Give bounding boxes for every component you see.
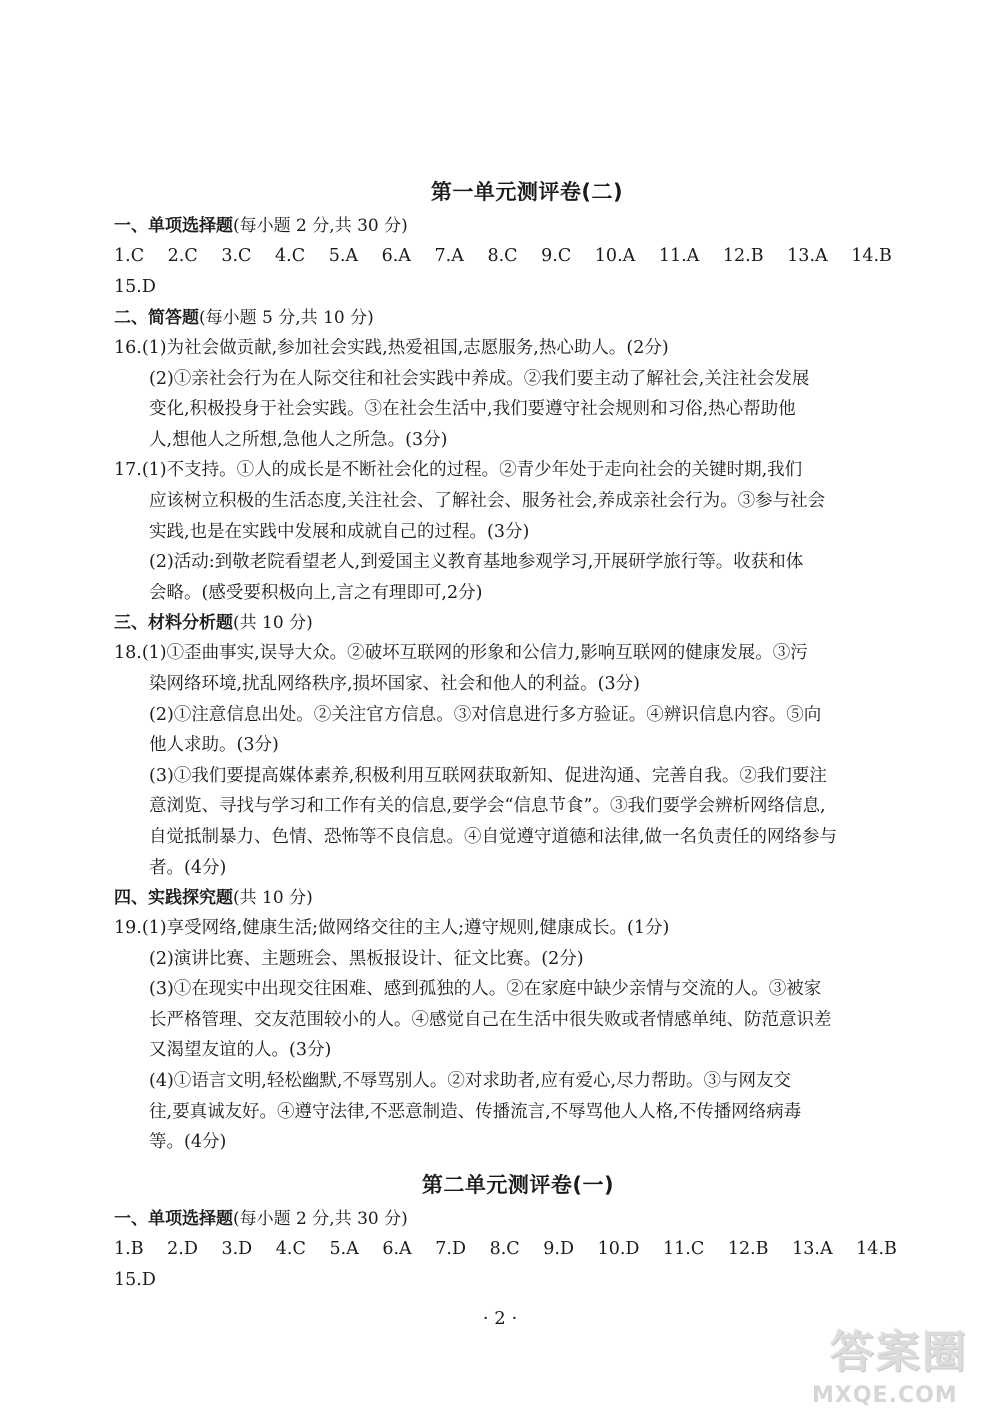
section-note: (每小题 5 分,共 10 分) [199, 308, 374, 328]
section-name: 二、简答题 [114, 308, 199, 328]
answer-line: 者。(4分) [149, 857, 227, 878]
answer-line: 实践,也是在实践中发展和成就自己的过程。(3分) [149, 521, 530, 542]
unit2-choice-answers-row1 [114, 1234, 904, 1265]
q19-part1: 19.(1)享受网络,健康生活;做网络交往的主人;遵守规则,健康成长。(1分) [114, 918, 670, 939]
answer-line: (2)活动:到敬老院看望老人,到爱国主义教育基地参观学习,开展研学旅行等。收获和体 [149, 552, 804, 573]
q16-part1: 16.(1)为社会做贡献,参加社会实践,热爱祖国,志愿服务,热心助人。(2分) [114, 338, 669, 358]
unit1-choice-answers-row1 [114, 241, 904, 272]
q19-part4 [114, 1066, 904, 1158]
answer-line: 自觉抵制暴力、色情、恐怖等不良信息。④自觉遵守道德和法律,做一名负责任的网络参与 [149, 826, 838, 847]
answer-item: 8.C [487, 246, 518, 266]
answer-item: 6.A [381, 246, 411, 266]
answer-line: 应该树立积极的生活态度,关注社会、了解社会、服务社会,养成亲社会行为。③参与社会 [149, 490, 826, 511]
answer-item: 4.C [275, 1238, 306, 1259]
section-note: (共 10 分) [233, 888, 313, 909]
answer-line: 等。(4分) [149, 1132, 227, 1153]
answer-item: 9.D [543, 1238, 574, 1259]
watermark-word: 答案圈 [830, 1327, 968, 1378]
answer-item: 2.C [167, 246, 198, 266]
answer-item: 11.C [663, 1238, 705, 1259]
section-note: (每小题 2 分,共 30 分) [233, 1208, 408, 1229]
answer-line: 18.(1)①歪曲事实,误导大众。②破坏互联网的形象和公信力,影响互联网的健康发展。③污 [114, 643, 808, 664]
answer-item: 3.C [221, 246, 252, 266]
answer-line: 意浏览、寻找与学习和工作有关的信息,要学会“信息节食”。③我们要学会辨析网络信息, [149, 796, 826, 817]
section-name: 四、实践探究题 [114, 888, 233, 909]
unit1-section1-heading [114, 211, 904, 241]
answer-item: 6.A [382, 1238, 412, 1259]
answer-item: 1.B [114, 1238, 144, 1259]
q19-part2: (2)演讲比赛、主题班会、黑板报设计、征文比赛。(2分) [149, 948, 584, 969]
answer-item: 5.A [329, 1238, 359, 1259]
answer-item: 12.B [727, 1238, 769, 1259]
watermark-url: MXQE.COM [812, 1383, 958, 1408]
answer-line: 又渴望友谊的人。(3分) [149, 1040, 332, 1061]
answer-item: 9.C [541, 246, 572, 266]
unit2-choice-answers-row2 [114, 1265, 904, 1296]
section-note: (每小题 2 分,共 30 分) [233, 216, 408, 236]
answer-item: 14.B [856, 1238, 897, 1259]
answer-line: 会略。(感受要积极向上,言之有理即可,2分) [149, 582, 483, 603]
section-name: 一、单项选择题 [114, 1208, 233, 1229]
unit1-choice-answers-row2 [114, 272, 904, 303]
answer-line: (4)①语言文明,轻松幽默,不辱骂别人。②对求助者,应有爱心,尽力帮助。③与网友交 [149, 1071, 792, 1092]
answer-line: 人,想他人之所想,急他人之所急。(3分) [149, 429, 448, 450]
answer-line: 17.(1)不支持。①人的成长是不断社会化的过程。②青少年处于走向社会的关键时期,我们 [114, 460, 803, 481]
section-note: (共 10 分) [233, 613, 313, 634]
answer-line: (3)①在现实中出现交往困难、感到孤独的人。②在家庭中缺少亲情与交流的人。③被家 [149, 979, 822, 1000]
answer-line: (2)①注意信息出处。②关注官方信息。③对信息进行多方验证。④辨识信息内容。⑤向 [149, 704, 822, 725]
q18-part1 [114, 638, 904, 699]
answer-line: 往,要真诚友好。④遵守法律,不恶意制造、传播流言,不辱骂他人人格,不传播网络病毒 [149, 1101, 802, 1122]
answer-line: 他人求助。(3分) [149, 735, 279, 756]
answer-item: 7.D [435, 1238, 467, 1259]
unit2-title: 第二单元测评卷(一) [421, 1172, 615, 1197]
answer-item: 11.A [658, 246, 700, 266]
q16-part2 [114, 364, 904, 456]
answer-item: 2.D [167, 1238, 198, 1259]
answer-line: 变化,积极投身于社会实践。③在社会生活中,我们要遵守社会规则和习俗,热心帮助他 [149, 399, 796, 420]
unit1-title: 第一单元测评卷(二) [430, 180, 624, 204]
q17-part1 [114, 455, 904, 547]
answer-item: 12.B [722, 246, 764, 266]
section-name: 三、材料分析题 [114, 613, 233, 634]
q17-part2 [114, 547, 904, 608]
q19-part3 [114, 974, 904, 1066]
answer-item: 14.B [851, 246, 892, 266]
answer-item: 15.D [114, 1269, 156, 1290]
answer-item: 10.A [594, 246, 636, 266]
answer-item: 4.C [275, 246, 306, 266]
unit2-section1-heading [114, 1204, 904, 1234]
watermark-logo [812, 1325, 990, 1410]
answer-line: 长严格管理、交友范围较小的人。④感觉自己在生活中很失败或者情感单纯、防范意识差 [149, 1009, 832, 1030]
q18-part3 [114, 761, 904, 883]
answer-item: 15.D [114, 277, 156, 297]
answer-item: 1.C [114, 246, 145, 266]
q18-part2 [114, 700, 904, 761]
answer-line: (3)①我们要提高媒体素养,积极利用互联网获取新知、促进沟通、完善自我。②我们要注 [149, 765, 827, 786]
answer-item: 8.C [489, 1238, 520, 1259]
page-number: · 2 · [482, 1308, 518, 1329]
unit1-section4-heading [114, 883, 904, 913]
answer-item: 10.D [597, 1238, 640, 1259]
answer-line: (2)①亲社会行为在人际交往和社会实践中养成。②我们要主动了解社会,关注社会发展 [149, 368, 810, 389]
answer-item: 3.D [221, 1238, 253, 1259]
answer-item: 13.A [792, 1238, 833, 1259]
unit1-section3-heading [114, 608, 904, 638]
section-name: 一、单项选择题 [114, 216, 233, 236]
answer-item: 5.A [328, 246, 359, 266]
answer-line: 染网络环境,扰乱网络秩序,损坏国家、社会和他人的利益。(3分) [149, 673, 640, 694]
answer-item: 13.A [787, 246, 828, 266]
page-content [114, 173, 904, 1296]
unit1-section2-heading [114, 303, 904, 333]
answer-item: 7.A [434, 246, 464, 266]
